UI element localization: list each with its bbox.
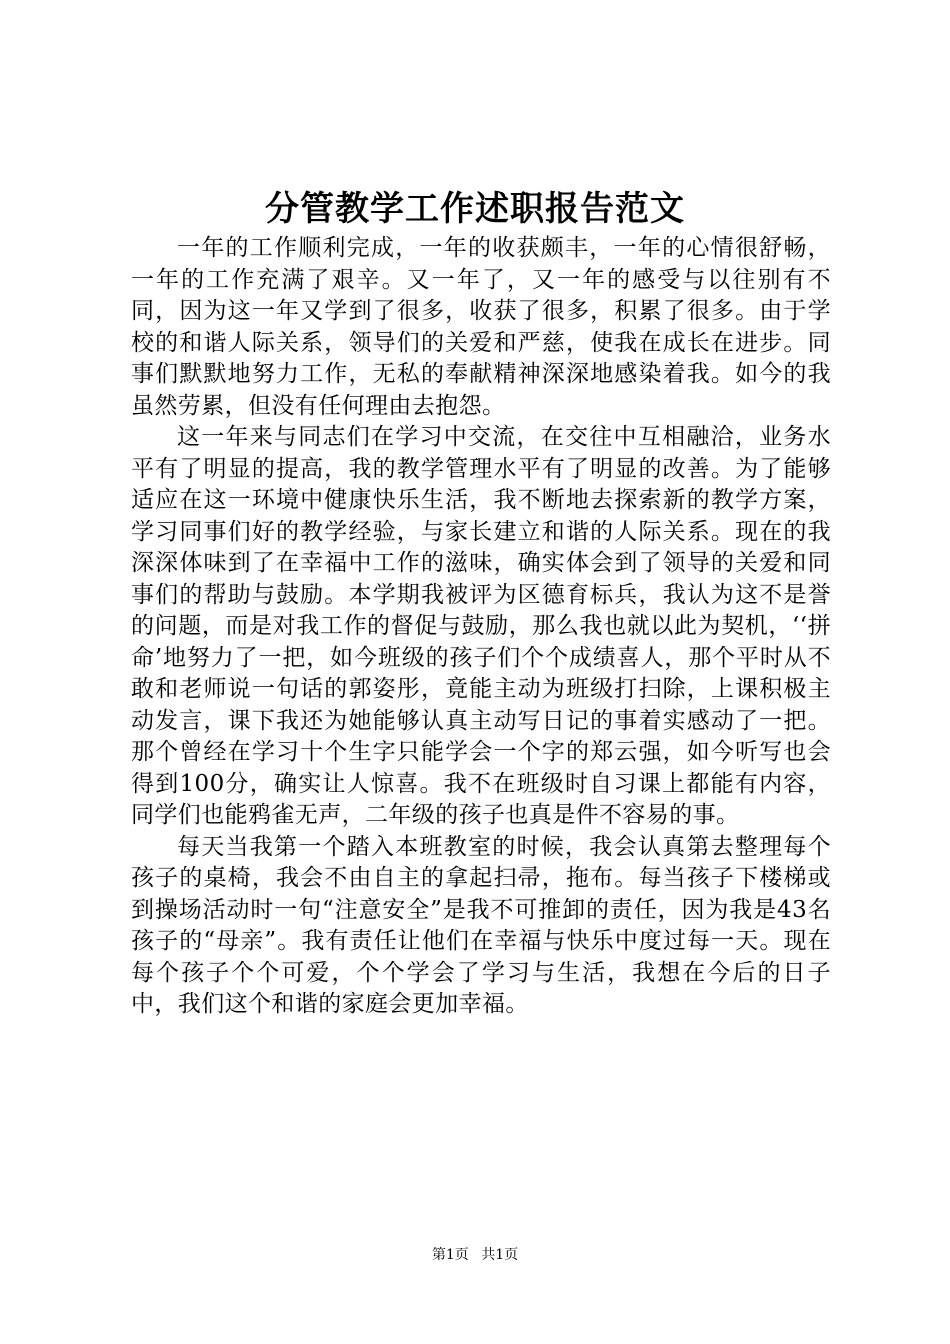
paragraph-3: 每天当我第一个踏入本班教室的时候，我会认真第去整理每个孩子的桌椅，我会不由自主的拿起扫帚，拖布。每当孩子下楼梯或到操场活动时一句“注意安全”是我不可推卸的责任，因为我是43名孩子的“母亲”。我有责任让他们在幸福与快乐中度过每一天。现在每个孩子个个可爱，个个学会了学习与生活，我想在今后的日子中，我们这个和谐的家庭会更加幸福。 xyxy=(131,833,831,1017)
page-total: 共1页 xyxy=(481,1247,519,1263)
document-title: 分管教学工作述职报告范文 xyxy=(265,189,685,229)
document-body xyxy=(131,233,831,1021)
paragraph-1: 一年的工作顺利完成，一年的收获颇丰，一年的心情很舒畅，一年的工作充满了艰辛。又一年了，又一年的感受与以往别有不同，因为这一年又学到了很多，收获了很多，积累了很多。由于学校的和谐人际关系，领导们的关爱和严慈，使我在成长在进步。同事们默默地努力工作，无私的奉献精神深深地感染着我。如今的我虽然劳累，但没有任何理由去抱怨。 xyxy=(131,235,831,419)
page-footer xyxy=(0,1245,950,1265)
paragraph-2: 这一年来与同志们在学习中交流，在交往中互相融洽，业务水平有了明显的提高，我的教学管理水平有了明显的改善。为了能够适应在这一环境中健康快乐生活，我不断地去探索新的教学方案，学习同事们好的教学经验，与家长建立和谐的人际关系。现在的我深深体味到了在幸福中工作的滋味，确实体会到了领导的关爱和同事们的帮助与鼓励。本学期我被评为区德育标兵，我认为这不是誉的问题，而是对我工作的督促与鼓励，那么我也就以此为契机，‘‘拼命’地努力了一把，如今班级的孩子们个个成绩喜人，那个平时从不敢和老师说一句话的郭姿彤，竟能主动为班级打扫除，上课积极主动发言，课下我还为她能够认真主动写日记的事着实感动了一把。那个曾经在学习十个生字只能学会一个字的郑云强，如今听写也会得到100分，确实让人惊喜。我不在班级时自习课上都能有内容，同学们也能鸦雀无声，二年级的孩子也真是件不容易的事。 xyxy=(131,424,831,828)
page-number: 第1页 xyxy=(431,1247,469,1263)
